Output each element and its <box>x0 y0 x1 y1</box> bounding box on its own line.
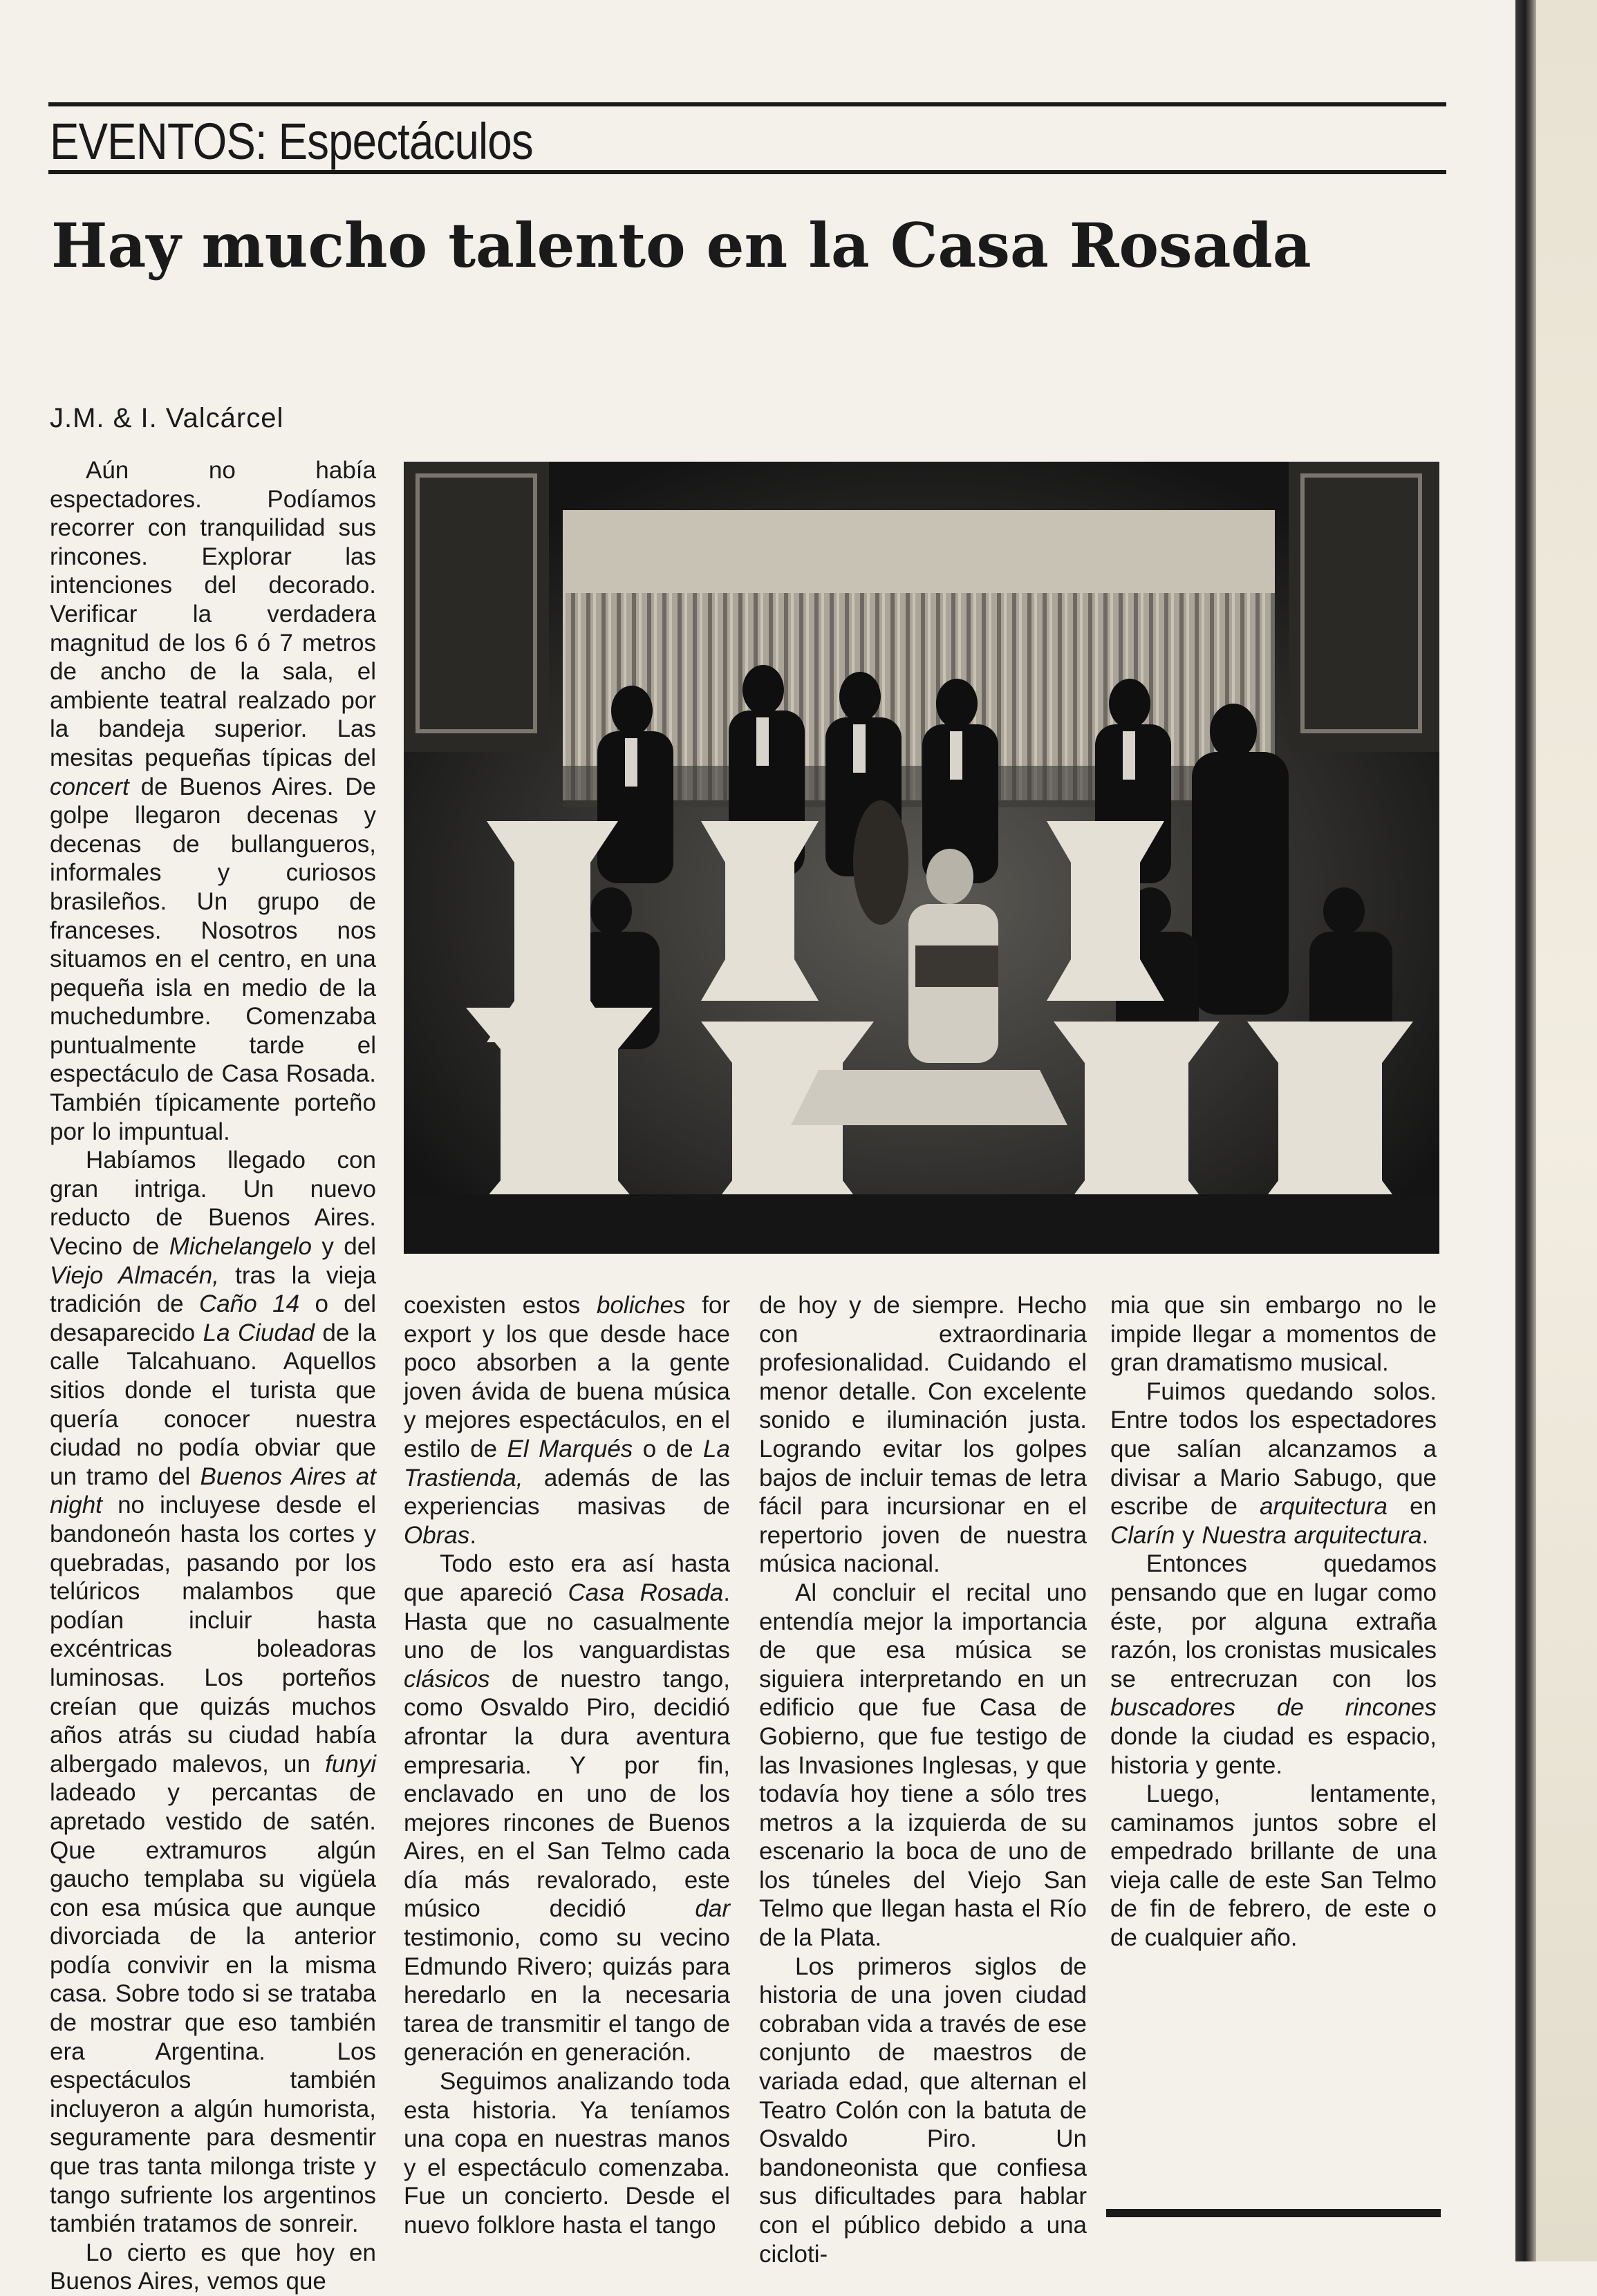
article-column-3 <box>759 1291 1087 2268</box>
article-paragraph: Luego, lentamente, caminamos juntos sobre el empedrado brillante de una vieja calle de este San Telmo de fin de febrero, de este o de cualquier año. <box>1110 1780 1437 1952</box>
article-paragraph: Los primeros siglos de historia de una joven ciudad cobraban vida a través de ese conjunto de maestros de variada edad, que alternan el Teatro Colón con la batuta de Osvaldo Piro. Un bandoneonista que confiesa sus dificultades para hablar con el público debido a una cicloti- <box>759 1952 1087 2268</box>
orchestra-photo-image <box>404 462 1439 1254</box>
article-paragraph: Fuimos quedando solos. Entre todos los espectadores que salían alcanzamos a divisar a Mario Sabugo, que escribe de arquitectura en Clarín y Nuestra arquitectura. <box>1110 1377 1437 1549</box>
page-binding-edge <box>1515 0 1597 2261</box>
article-paragraph: Entonces quedamos pensando que en lugar como éste, por alguna extraña razón, los cronistas musicales se entrecruzan con los buscadores de rincones donde la ciudad es espacio, historia y gente. <box>1110 1550 1437 1779</box>
header-top-rule <box>48 102 1446 106</box>
article-paragraph: Aún no había espectadores. Podíamos recorrer con tranquilidad sus rincones. Explorar las intenciones del decorado. Verificar la verdadera magnitud de los 6 ó 7 metros de ancho de la sala, el ambiente teatral realzado por la bandeja superior. Las mesitas pequeñas típicas del concert de Buenos Aires. De golpe llegaron decenas y decenas de bullangueros, informales y curiosos brasileños. Un grupo de franceses. Nosotros nos situamos en el centro, en una pequeña isla en medio de la muchedumbre. Comenzaba puntualmente tarde el espectáculo de Casa Rosada. También típicamente porteño por lo impuntual. <box>50 457 376 1145</box>
section-header: EVENTOS: Espectáculos <box>50 113 533 170</box>
article-paragraph: de hoy y de siempre. Hecho con extraordinaria profesionalidad. Cuidando el menor detalle. Con excelente sonido e iluminación justa. Logrando evitar los golpes bajos de incluir temas de letra fácil para incursionar en el repertorio joven de nuestra música nacional. <box>759 1292 1087 1578</box>
orchestra-photo <box>404 462 1439 1254</box>
article-column-4 <box>1110 1291 1437 1952</box>
article-paragraph: Habíamos llegado con gran intriga. Un nuevo reducto de Buenos Aires. Vecino de Michelangelo y del Viejo Almacén, tras la vieja tradición de Caño 14 o del desaparecido La Ciudad de la calle Talcahuano. Aquellos sitios donde el turista que quería conocer nuestra ciudad no podía obviar que un tramo del Buenos Aires at night no incluyese desde el bandoneón hasta los cortes y quebradas, pasando por los telúricos malambos que podían incluir hasta excéntricas boleadoras luminosas. Los porteños creían que quizás muchos años atrás su ciudad había albergado malevos, un funyi ladeado y percantas de apretado vestido de satén. Que extramuros algún gaucho templaba su vigüela con esa música que aunque divorciada de la anterior podía convivir en la misma casa. Sobre todo si se trataba de mostrar que eso también era Argentina. Los espectáculos también incluyeron a algún humorista, seguramente para desmentir que tras tanta milonga triste y tango sufriente los argentinos también tratamos de sonreir. <box>50 1147 377 2238</box>
article-paragraph: Al concluir el recital uno entendía mejor la importancia de que esa música se siguiera interpretando en un edificio que fue Casa de Gobierno, que fue testigo de las Invasiones Inglesas, y que todavía hoy tiene a sólo tres metros a la izquierda de su escenario la boca de uno de los túneles del Viejo San Telmo que llegan hasta el Río de la Plata. <box>759 1579 1087 1952</box>
header-bottom-rule <box>48 170 1446 174</box>
article-column-2 <box>404 1291 730 2240</box>
article-paragraph: Todo esto era así hasta que apareció Casa Rosada. Hasta que no casualmente uno de los vanguardistas clásicos de nuestro tango, como Osvaldo Piro, decidió afrontar la dura aventura empresaria. Y por fin, enclavado en uno de los mejores rincones de Buenos Aires, en el San Telmo cada día más revalorado, este músico decidió dar testimonio, como su vecino Edmundo Rivero; quizás para heredarlo en la necesaria tarea de transmitir el tango de generación en generación. <box>404 1550 730 2067</box>
article-paragraph: coexisten estos boliches for export y los que desde hace poco absorben a la gente joven ávida de buena música y mejores espectáculos, en el estilo de El Marqués o de La Trastienda, además de las experiencias masivas de Obras. <box>404 1292 731 1549</box>
article-paragraph: Seguimos analizando toda esta historia. Ya teníamos una copa en nuestras manos y el espectáculo comenzaba. Fue un concierto. Desde el nuevo folklore hasta el tango <box>404 2068 730 2239</box>
article-paragraph: Lo cierto es que hoy en Buenos Aires, vemos que <box>50 2239 376 2295</box>
article-title: Hay mucho talento en la Casa Rosada <box>51 209 1311 281</box>
article-column-1 <box>50 456 376 2296</box>
article-paragraph: mia que sin embargo no le impide llegar a momentos de gran dramatismo musical. <box>1110 1292 1437 1377</box>
end-of-article-rule <box>1106 2209 1441 2217</box>
article-byline: J.M. & I. Valcárcel <box>50 403 284 433</box>
